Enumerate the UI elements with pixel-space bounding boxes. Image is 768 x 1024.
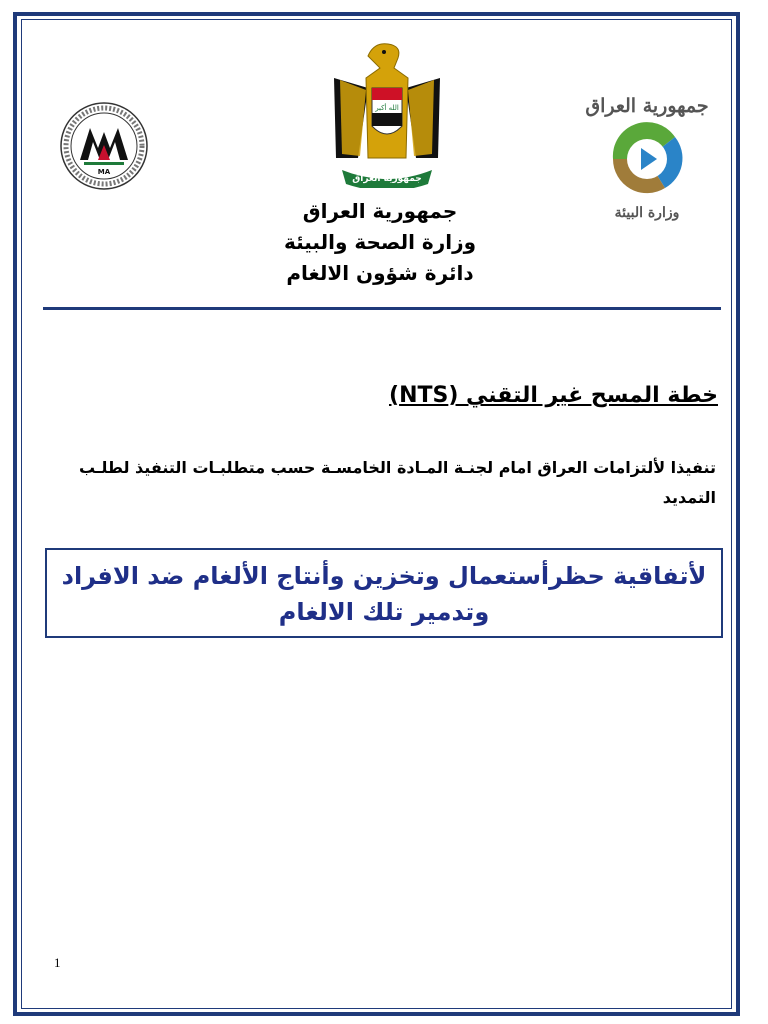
svg-text:الله أكبر: الله أكبر [375,104,399,112]
convention-title-line-2: وتدمير تلك الالغام [278,598,490,626]
svg-text:جمهورية العراق: جمهورية العراق [352,174,422,184]
iraq-eagle-emblem-icon [328,38,446,188]
svg-text:وزارة البيئة: وزارة البيئة [614,205,680,221]
header-country: جمهورية العراق [302,199,458,223]
svg-text:جمهورية العراق: جمهورية العراق [585,95,709,117]
header-ministry: وزارة الصحة والبيئة [283,230,477,254]
header-divider [43,307,721,310]
plan-title: خطة المسح غير التقني (NTS) [389,383,718,408]
ministry-environment-logo-icon [585,92,710,227]
header-department: دائرة شؤون الالغام [286,261,474,285]
convention-title-line-1: لأتفاقية حظرأستعمال وتخزين وأنتاج الألغام ضد الافراد [61,562,707,590]
ministry-header [200,196,560,289]
page-number: 1 [54,955,61,970]
convention-title-box [45,548,723,638]
mine-action-seal-icon [58,100,150,192]
intro-paragraph: تنفيذا لألتزامات العراق امام لجنـة المـادة الخامسـة حسب متطلبـات التنفيذ لطلـب التمديد [78,458,716,507]
svg-text:MA: MA [97,168,111,176]
